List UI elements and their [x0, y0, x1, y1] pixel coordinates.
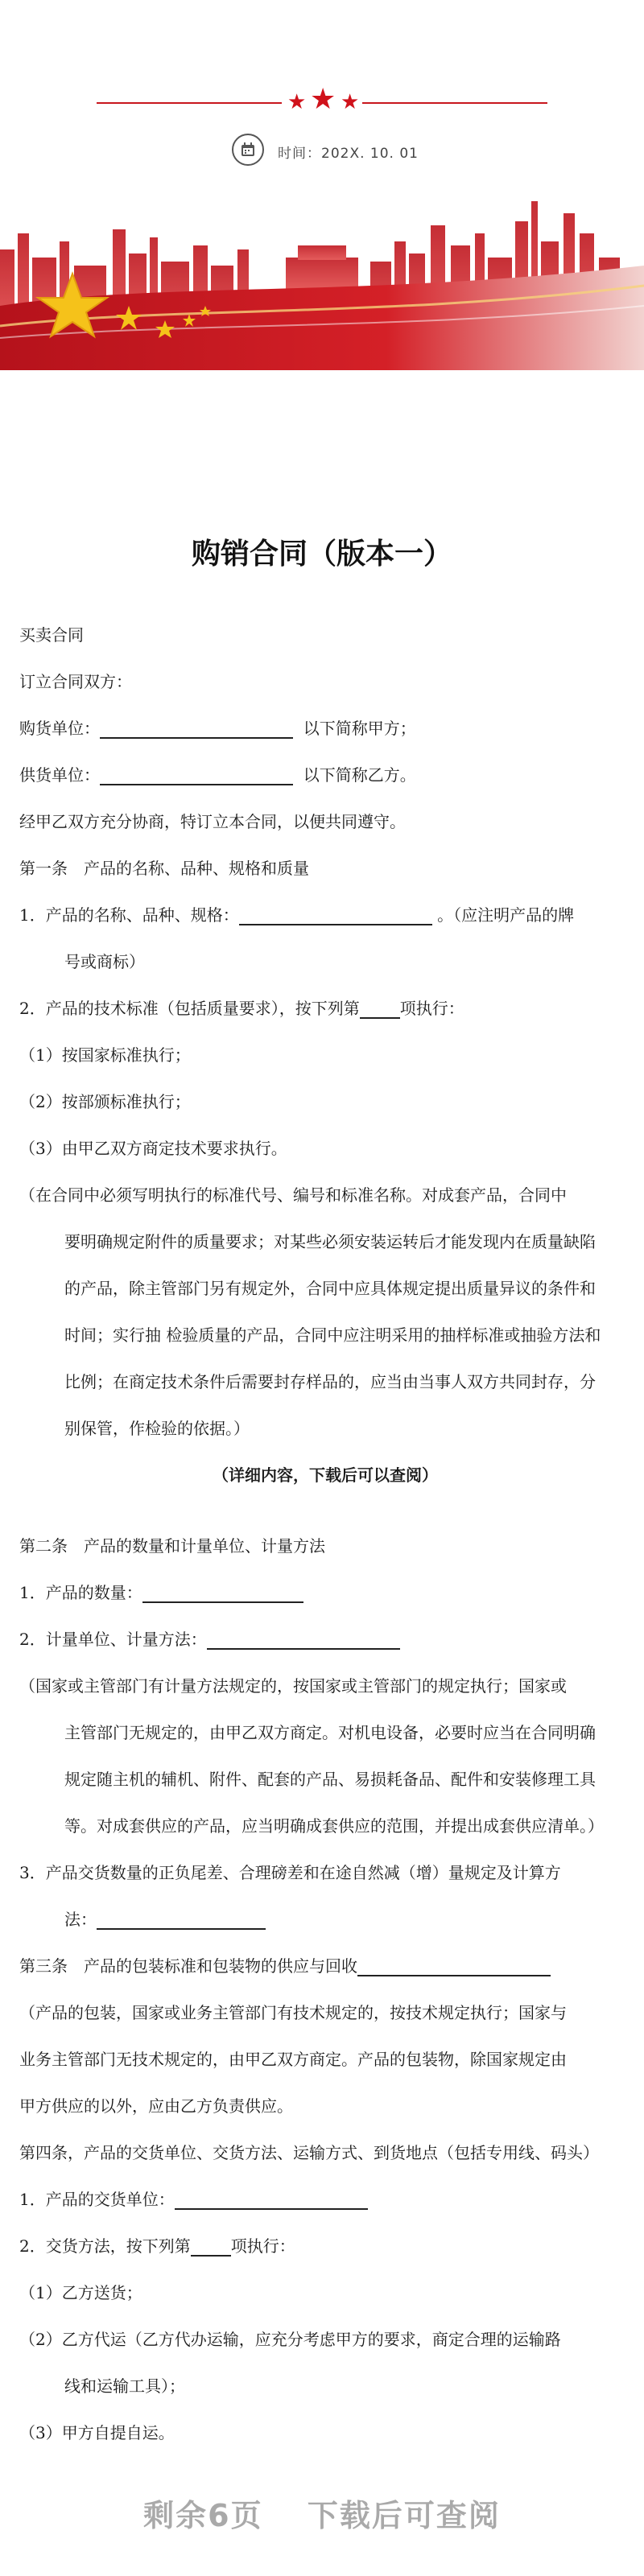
supplier-label: 供货单位：	[19, 765, 100, 785]
item-text: 项执行：	[230, 2236, 295, 2256]
supplier-blank	[100, 766, 293, 785]
article-4-item-2	[19, 2223, 631, 2269]
remaining-pages-notice[interactable]: 剩余6页 下载后可查阅	[143, 2498, 501, 2533]
item-text: 2．交货方法，按下列第	[19, 2236, 191, 2256]
buyer-line	[19, 705, 631, 752]
option-blank	[360, 999, 400, 1019]
article-1-item-2	[19, 985, 631, 1032]
note-line: 的产品，除主管部门另有规定外，合同中应具体规定提出质量异议的条件和	[64, 1279, 596, 1298]
item-text: 1．产品的交货单位：	[19, 2190, 175, 2209]
item-text: 第三条 产品的包装标准和包装物的供应与回收	[19, 1956, 357, 1976]
city-skyline-banner	[0, 185, 644, 370]
article-1-heading: 第一条 产品的名称、品种、规格和质量	[19, 859, 309, 878]
option-2: （2）乙方代运（乙方代办运输，应充分考虑甲方的要求，商定合理的运输路	[19, 2330, 561, 2349]
article-3-heading	[19, 1943, 631, 1989]
date-text: 时间：202X. 10. 01	[278, 146, 419, 162]
header-banner	[0, 0, 644, 370]
item-text: 。（应注明产品的牌	[437, 905, 575, 925]
note-line: 规定随主机的辅机、附件、配套的产品、易损耗备品、配件和安装修理工具	[64, 1770, 596, 1789]
supplier-line	[19, 752, 631, 798]
buyer-label: 购货单位：	[19, 719, 100, 738]
note-line: （在合同中必须写明执行的标准代号、编号和标准名称。对成套产品，合同中	[19, 1185, 567, 1205]
note-line: 主管部门无规定的，由甲乙双方商定。对机电设备，必要时应当在合同明确	[64, 1723, 596, 1742]
calc-blank	[97, 1910, 266, 1930]
option-3: （3）甲方自提自运。	[19, 2423, 175, 2442]
star-icon: ★	[310, 83, 336, 116]
note-line: 等。对成套供应的产品，应当明确成套供应的范围，并提出成套供应清单。）	[64, 1816, 604, 1836]
quantity-blank	[142, 1584, 303, 1603]
article-2-item-1	[19, 1569, 631, 1616]
article-4-heading: 第四条，产品的交货单位、交货方法、运输方式、到货地点（包括专用线、码头）	[19, 2143, 599, 2162]
note-line: 比例；在商定技术条件后需要封存样品的，应当由当事人双方共同封存，分	[64, 1372, 596, 1391]
option-1: （1）乙方送货；	[19, 2283, 142, 2302]
note-line: 别保管，作检验的依据。）	[64, 1419, 250, 1438]
note-line: （产品的包装，国家或业务主管部门有技术规定的，按技术规定执行；国家与	[19, 2003, 567, 2022]
product-name-blank	[239, 906, 432, 925]
star-icon: ★	[287, 90, 307, 114]
calendar-icon	[232, 134, 264, 166]
parties-heading: 订立合同双方：	[19, 672, 132, 691]
option-3: （3）由甲乙双方商定技术要求执行。	[19, 1139, 287, 1158]
option-2: （2）按部颁标准执行；	[19, 1092, 191, 1111]
document-title: 购销合同（版本一）	[191, 538, 452, 571]
star-icon: ★	[341, 90, 360, 114]
option-1: （1）按国家标准执行；	[19, 1045, 191, 1065]
stars-divider	[97, 83, 547, 116]
contract-type: 买卖合同	[19, 625, 84, 645]
item-text: 1．产品的名称、品种、规格：	[19, 905, 239, 925]
buyer-alias: 以下简称甲方；	[303, 719, 416, 738]
measure-blank	[207, 1630, 400, 1650]
article-2-item-3-cont	[19, 1896, 631, 1943]
article-1-item-1	[19, 892, 631, 938]
divider-line-left	[97, 102, 282, 104]
item-text: 项执行：	[399, 999, 464, 1018]
item-text: 2．产品的技术标准（包括质量要求），按下列第	[19, 999, 360, 1018]
note-line: 要明确规定附件的质量要求；对某些必须安装运转后才能发现内在质量缺陷	[64, 1232, 596, 1251]
article-1-item-1-cont: 号或商标）	[64, 952, 145, 971]
article-2-item-2	[19, 1616, 631, 1663]
divider-line-right	[362, 102, 547, 104]
item-text: 法：	[64, 1910, 97, 1929]
option-2-cont: 线和运输工具）；	[64, 2376, 185, 2396]
note-line: 时间；实行抽 检验质量的产品，合同中应注明采用的抽样标准或抽验方法和	[64, 1325, 601, 1345]
packaging-blank	[357, 1957, 551, 1976]
item-text: 1．产品的数量：	[19, 1583, 142, 1602]
date-row	[0, 134, 644, 169]
note-line: （国家或主管部门有计量方法规定的，按国家或主管部门的规定执行；国家或	[19, 1676, 567, 1696]
preamble: 经甲乙双方充分协商，特订立本合同，以便共同遵守。	[19, 812, 406, 831]
contract-body	[19, 612, 631, 2456]
article-4-item-1	[19, 2176, 631, 2223]
article-2-heading: 第二条 产品的数量和计量单位、计量方法	[19, 1536, 325, 1556]
item-text: 2．计量单位、计量方法：	[19, 1630, 207, 1649]
download-note: （详细内容，下载后可以查阅）	[213, 1465, 438, 1485]
delivery-unit-blank	[175, 2191, 368, 2210]
note-line: 业务主管部门无技术规定的，由甲乙双方商定。产品的包装物，除国家规定由	[19, 2050, 567, 2069]
option-blank	[191, 2237, 231, 2257]
supplier-alias: 以下简称乙方。	[303, 765, 416, 785]
spacer	[19, 1498, 631, 1523]
note-line: 甲方供应的以外，应由乙方负责供应。	[19, 2096, 293, 2116]
article-2-item-3: 3．产品交货数量的正负尾差、合理磅差和在途自然减（增）量规定及计算方	[19, 1863, 561, 1882]
buyer-blank	[100, 719, 293, 739]
